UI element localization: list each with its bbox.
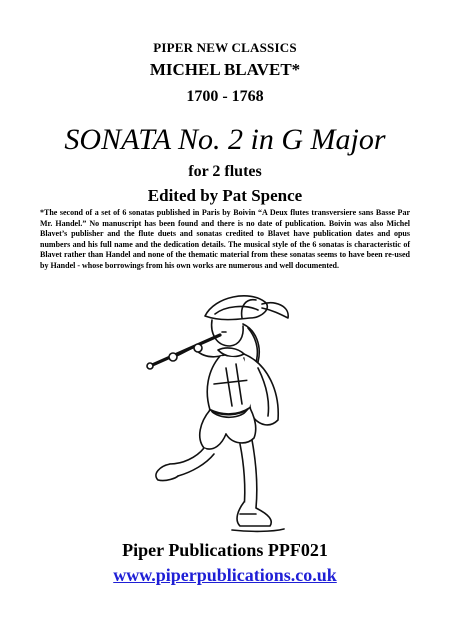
series-title: PIPER NEW CLASSICS bbox=[153, 40, 297, 55]
composer-dates: 1700 - 1768 bbox=[186, 88, 264, 105]
website-line bbox=[0, 565, 450, 586]
website-link[interactable]: www.piperpublications.co.uk bbox=[113, 565, 337, 585]
composer-name: MICHEL BLAVET* bbox=[149, 60, 301, 79]
publisher-line: Piper Publications PPF021 bbox=[122, 540, 328, 560]
footnote-text: *The second of a set of 6 sonatas published in Paris by Boivin “A Deux flutes transversiere sans Basse Par Mr. Handel.” No manuscript has been found and there is no date of publication. Boivin was also Michel Blavet’s publisher and the flute duets and sonatas credited to Blavet have publication dates and opus numbers and his full name and the dedication details. The musical style of the 6 sonatas is characteristic of Blavet rather than Handel and none of the thematic material from these sonatas seems to have been re-used by Handel - whose borrowings from his own works are numerous and well documented. bbox=[40, 208, 410, 270]
instrumentation: for 2 flutes bbox=[188, 163, 262, 180]
flute-player-illustration bbox=[0, 288, 450, 538]
work-title: SONATA No. 2 in G Major bbox=[64, 123, 386, 156]
editor-credit: Edited by Pat Spence bbox=[147, 186, 303, 205]
flute-player-icon bbox=[0, 288, 450, 538]
